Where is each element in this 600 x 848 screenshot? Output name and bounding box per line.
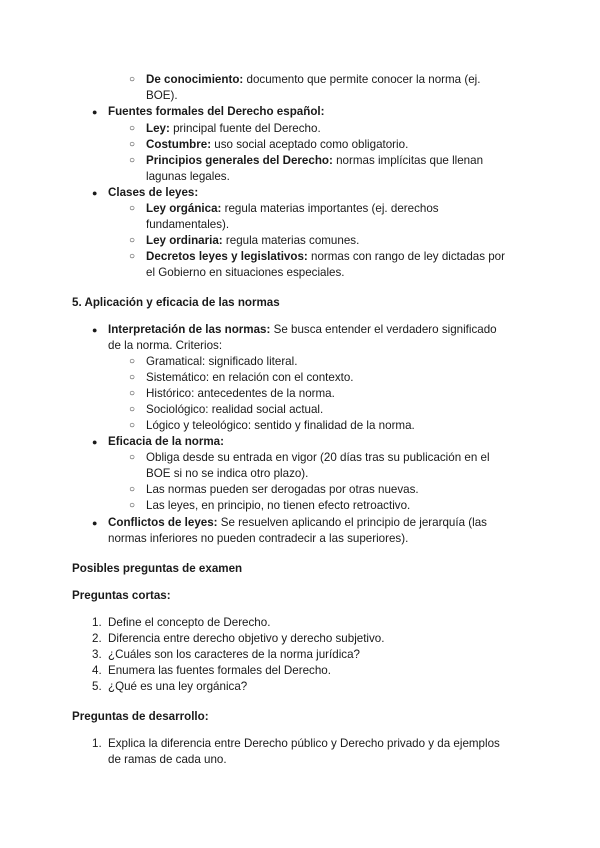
circle-bullet-icon: ○ (129, 251, 136, 262)
circle-bullet-icon: ○ (129, 452, 136, 463)
list-item: Fuentes formales del Derecho español: (108, 105, 325, 118)
list-item-continuation: normas inferiores no pueden contradecir a las superiores). (108, 532, 409, 545)
circle-bullet-icon: ○ (129, 404, 136, 415)
list-item: Explica la diferencia entre Derecho público y Derecho privado y da ejemplos (108, 737, 500, 750)
circle-bullet-icon: ○ (129, 74, 136, 85)
list-item: Lógico y teleológico: sentido y finalidad de la norma. (146, 419, 415, 432)
list-item: Principios generales del Derecho: normas implícitas que llenan (146, 154, 484, 167)
list-item-continuation: fundamentales). (146, 218, 230, 231)
circle-bullet-icon: ○ (129, 139, 136, 150)
list-item: Sistemático: en relación con el contexto. (146, 371, 354, 384)
list-item: Ley: principal fuente del Derecho. (146, 122, 321, 135)
list-item-continuation: de ramas de cada uno. (108, 753, 227, 766)
disc-bullet-icon: ● (92, 437, 98, 447)
list-item: Las normas pueden ser derogadas por otras nuevas. (146, 483, 419, 496)
list-item: Histórico: antecedentes de la norma. (146, 387, 335, 400)
circle-bullet-icon: ○ (129, 500, 136, 511)
circle-bullet-icon: ○ (129, 235, 136, 246)
circle-bullet-icon: ○ (129, 356, 136, 367)
list-item: Conflictos de leyes: Se resuelven aplicando el principio de jerarquía (las (108, 516, 487, 529)
list-item: Ley ordinaria: regula materias comunes. (146, 234, 360, 247)
list-item-continuation: el Gobierno en situaciones especiales. (146, 266, 345, 279)
list-number: 2. (92, 632, 102, 645)
list-number: 1. (92, 737, 102, 750)
circle-bullet-icon: ○ (129, 372, 136, 383)
list-item: Define el concepto de Derecho. (108, 616, 271, 629)
long-questions-heading: Preguntas de desarrollo: (72, 710, 209, 723)
list-item: Clases de leyes: (108, 186, 199, 199)
disc-bullet-icon: ● (92, 188, 98, 198)
short-questions-heading: Preguntas cortas: (72, 589, 171, 602)
disc-bullet-icon: ● (92, 518, 98, 528)
circle-bullet-icon: ○ (129, 123, 136, 134)
list-item: Decretos leyes y legislativos: normas con rango de ley dictadas por (146, 250, 505, 263)
list-item: Interpretación de las normas: Se busca entender el verdadero significado (108, 323, 497, 336)
list-item-continuation: BOE si no se indica otro plazo). (146, 467, 309, 480)
circle-bullet-icon: ○ (129, 155, 136, 166)
list-number: 5. (92, 680, 102, 693)
list-number: 4. (92, 664, 102, 677)
circle-bullet-icon: ○ (129, 388, 136, 399)
list-item: Obliga desde su entrada en vigor (20 días tras su publicación en el (146, 451, 490, 464)
list-number: 1. (92, 616, 102, 629)
list-number: 3. (92, 648, 102, 661)
list-item: Enumera las fuentes formales del Derecho. (108, 664, 331, 677)
disc-bullet-icon: ● (92, 107, 98, 117)
list-item: Ley orgánica: regula materias importantes (ej. derechos (146, 202, 439, 215)
list-item-continuation: lagunas legales. (146, 170, 230, 183)
list-item: Diferencia entre derecho objetivo y derecho subjetivo. (108, 632, 385, 645)
list-item-continuation: BOE). (146, 89, 178, 102)
list-item-continuation: de la norma. Criterios: (108, 339, 223, 352)
list-item: De conocimiento: documento que permite conocer la norma (ej. (146, 73, 481, 86)
circle-bullet-icon: ○ (129, 203, 136, 214)
list-item: ¿Cuáles son los caracteres de la norma jurídica? (108, 648, 360, 661)
list-item: Eficacia de la norma: (108, 435, 224, 448)
list-item: Gramatical: significado literal. (146, 355, 298, 368)
circle-bullet-icon: ○ (129, 484, 136, 495)
list-item: ¿Qué es una ley orgánica? (108, 680, 248, 693)
list-item: Sociológico: realidad social actual. (146, 403, 324, 416)
circle-bullet-icon: ○ (129, 420, 136, 431)
section-heading: 5. Aplicación y eficacia de las normas (72, 296, 280, 309)
exam-heading: Posibles preguntas de examen (72, 562, 243, 575)
list-item: Las leyes, en principio, no tienen efecto retroactivo. (146, 499, 411, 512)
disc-bullet-icon: ● (92, 325, 98, 335)
list-item: Costumbre: uso social aceptado como obligatorio. (146, 138, 409, 151)
